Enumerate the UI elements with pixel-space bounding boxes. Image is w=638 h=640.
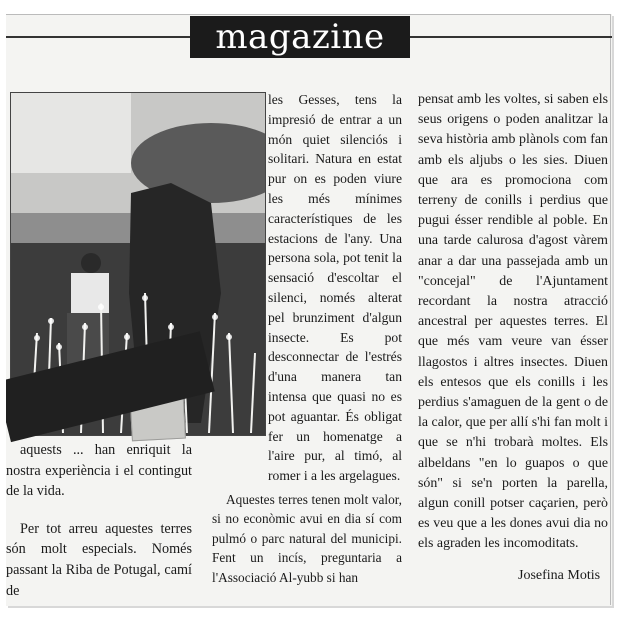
banner-rule-left xyxy=(6,36,190,38)
section-title: magazine xyxy=(190,16,410,58)
column-3 xyxy=(418,90,608,555)
column-2-paragraph-1: les Gesses, tens la impresió de entrar a un món quiet silenciós i solitari. Natura en estat pur on es poden viure les més mínimes característiques de les estacions de l'any. Una persona sola, pot tenit la sensació d'escoltar el silenci, només alterat pel brunziment d'algun insecte. Es pot desconnectar de l'estrés d'una manera tan intensa que quasi no es pot aguantar. És obligat fer un homenatge a l'aire pur, al timó, al romer i a les argelagues. xyxy=(268,92,402,484)
column-1-paragraph-1: aquests ... han enriquit la nostra experiència i el contingut de la vida. xyxy=(6,442,192,500)
column-2-lower xyxy=(212,490,402,587)
magazine-page xyxy=(6,14,612,606)
column-2 xyxy=(268,90,402,486)
banner-rule-right xyxy=(410,36,612,38)
column-3-paragraph-1: pensat amb les voltes, si saben els seus origens o poden analitzar la seva història amb plànols com fan amb els aljubs o les sies. Diuen que ara es promociona com terreny de conills i perdius que pugui ésser rendible al poble. En una tarde calurosa d'agost vàrem anar a dar una passejada amb un "concejal" de l'Ajuntament recordant la nostra atracció ancestral per aquestes terres. El que més vam veure van ésser llagostos i altres insectes. Diuen els entesos que els conills i les perdius s'amaguen de la gent o de la calor, que per allí s'hi fan molt i que se n'hi trobarà moltes. Els albeldans "en lo guapos o que són" si se'n porten la parella, algun conill potser caçarien, però es veu que a les dones avui dia no els agraden les incomoditats. xyxy=(418,92,608,552)
column-2-paragraph-2: Aquestes terres tenen molt valor, si no econòmic avui en dia sí com pulmó o parc natural del municipi. Fent un incís, preguntaria a l'Associació Al-yubb si han xyxy=(212,492,402,585)
author-signature: Josefina Motis xyxy=(518,568,601,583)
column-1 xyxy=(6,440,192,601)
section-banner xyxy=(6,16,612,60)
column-1-paragraph-2: Per tot arreu aquestes terres són molt especials. Només passant la Riba de Potugal, camí de xyxy=(6,520,192,599)
